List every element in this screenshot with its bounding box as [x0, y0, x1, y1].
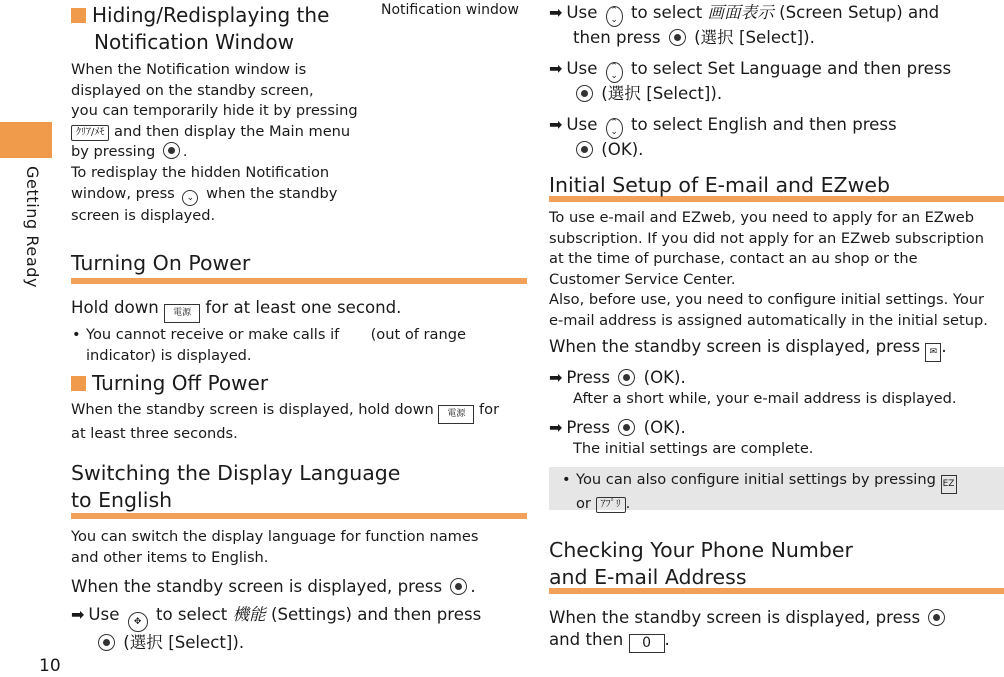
step-arrow-icon: ➡	[549, 367, 563, 387]
center-key-icon	[928, 609, 945, 626]
chapter-label: Getting Ready	[23, 166, 42, 289]
phone-number-section: Checking Your Phone Number and E-mail Address When the standby screen is displayed, press and then 0 .	[549, 537, 1004, 653]
language-heading: Switching the Display Language to English	[71, 461, 401, 512]
center-key-icon	[98, 634, 115, 651]
language-section: Switching the Display Language to English You can switch the display language for function names and other items to English. When the standby screen is displayed, press . ➡ Use ✥ to select 機能 (Settings) and then press (選択 [Select]).	[71, 460, 527, 654]
email-section: Initial Setup of E-mail and EZweb To use e-mail and EZweb, you need to apply for an EZweb subscription. If you did not apply for an EZweb subscription at the time of purchase, contact an au shop or the Customer Service Center. Also, before use, you need to configure initial settings. Your e-mail address is assigned automatically in the initial setup. When the standby screen is displayed, press ✉ . ➡ Press (OK). After a short while, your e-mail address is displayed. ➡ Press (OK). The initial settings are complete. • You can also configure initial settings by pressing EZ or ｱﾌﾟﾘ .	[549, 172, 1004, 510]
note-box: • You can also configure initial settings by pressing EZ or ｱﾌﾟﾘ .	[549, 467, 1004, 510]
multi-nav-key-icon: ✥	[128, 612, 148, 632]
up-down-nav-key-icon: ⌃ ⌄	[606, 118, 623, 139]
power-key-icon: 電源	[438, 405, 474, 424]
language-steps-cont: ➡ Use ⌃ ⌄ to select 画面表示 (Screen Setup) and then press (選択 [Select]). ➡ Use ⌃ ⌄ to select Set Language and then press (選択 [Select]). ➡ Use ⌃ ⌄ to select English and then press (OK).	[549, 3, 952, 159]
hiding-body: When the Notification window is displayed on the standby screen, you can temporarily hide it by pressing ｸﾘｱ/ﾒﾓ and then display the Main menu by pressing . To redisplay the hidden Notification window, press ⌄ when the standby screen is displayed.	[71, 61, 358, 224]
page-number: 10	[39, 656, 61, 676]
email-heading: Initial Setup of E-mail and EZweb	[549, 173, 890, 197]
clear-memo-key-icon: ｸﾘｱ/ﾒﾓ	[71, 125, 109, 141]
phone-number-heading: Checking Your Phone Number and E-mail Address	[549, 538, 853, 589]
chapter-tab	[0, 122, 52, 158]
mail-key-icon: ✉	[925, 343, 941, 362]
step-arrow-icon: ➡	[549, 115, 563, 134]
heading-rule	[71, 278, 527, 284]
center-key-icon	[163, 142, 180, 159]
power-off-heading: Turning Off Power	[92, 371, 269, 395]
step-arrow-icon: ➡	[549, 59, 563, 78]
up-down-nav-key-icon: ⌃ ⌄	[606, 62, 623, 83]
power-on-heading: Turning On Power	[71, 251, 251, 275]
app-key-icon: ｱﾌﾟﾘ	[596, 497, 626, 513]
zero-key-icon: 0	[629, 634, 665, 653]
hiding-heading: Hiding/Redisplaying the Notification Window	[71, 2, 331, 56]
center-key-icon	[576, 85, 593, 102]
up-down-nav-key-icon: ⌃ ⌄	[606, 6, 623, 27]
notification-window-label: Notification window	[381, 2, 519, 18]
step-arrow-icon: ➡	[549, 3, 563, 22]
center-key-icon	[576, 141, 593, 158]
heading-square-icon	[71, 376, 86, 391]
power-key-icon: 電源	[164, 304, 200, 323]
ez-key-icon: EZ	[941, 475, 957, 494]
down-nav-key-icon: ⌄	[182, 190, 198, 206]
center-key-icon	[618, 369, 635, 386]
step-arrow-icon: ➡	[549, 418, 563, 438]
center-key-icon	[669, 29, 686, 46]
center-key-icon	[450, 578, 467, 595]
center-key-icon	[618, 419, 635, 436]
step-arrow-icon: ➡	[71, 605, 85, 625]
heading-square-icon	[71, 8, 86, 23]
power-off-section: Turning Off Power When the standby screen is displayed, hold down 電源 for at least three seconds.	[71, 371, 500, 442]
power-on-section: Turning On Power Hold down 電源 for at least one second. • You cannot receive or make calls if (out of range indicator) is displayed.	[71, 250, 527, 366]
